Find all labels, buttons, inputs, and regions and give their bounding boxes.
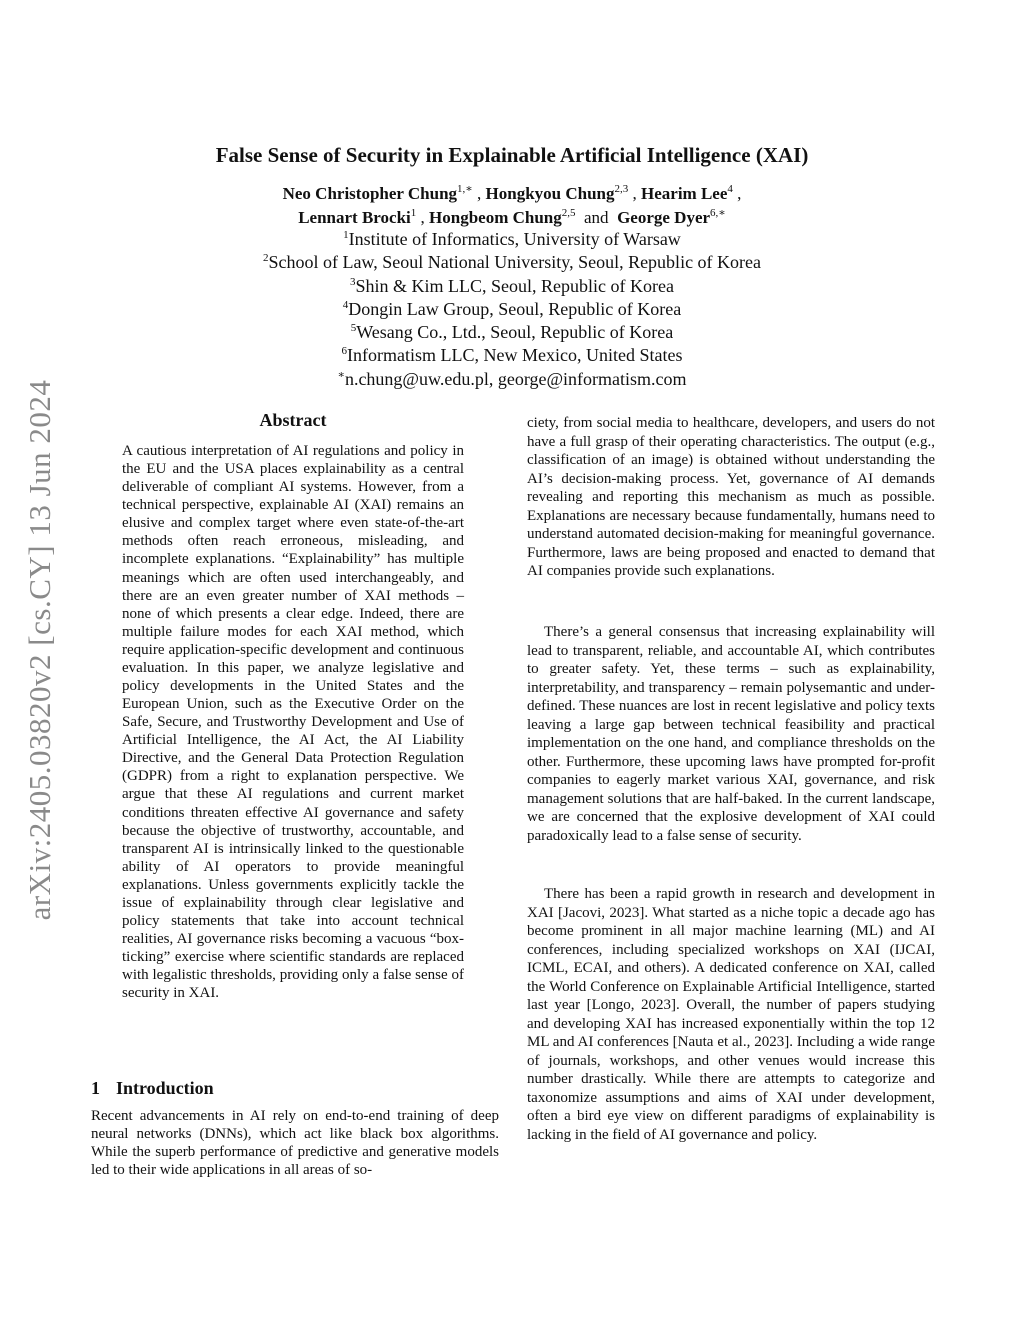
affiliation-line [0, 298, 1024, 321]
author-separator: , [632, 184, 637, 203]
affiliation-line [0, 275, 1024, 298]
affiliation-line [0, 321, 1024, 344]
introduction-paragraph-continued: ciety, from social media to healthcare, developers, and users do not have a full grasp of their operating characteristics. The output (e.g., classification of an image) is obtained without understanding the AI’s decision-making process. Yet, governance of AI demands revealing and reporting this mechanism as much as possible. Explanations are necessary because fundamentally, humans need to understand automated decision-making for meaningful governance. Furthermore, laws are being proposed and enacted to demand that AI companies provide such explanations. [527, 415, 935, 579]
affiliation-mark: 6 [341, 345, 348, 358]
affiliation-line [0, 344, 1024, 367]
author-name: Hongbeom Chung [429, 208, 562, 227]
author-name: Hongkyou Chung [485, 184, 615, 203]
affiliation-mark: 5 [350, 322, 357, 335]
affiliation-line [0, 251, 1024, 274]
author-name: Neo Christopher Chung [282, 184, 458, 203]
author-affiliation-mark: 2,3 [614, 183, 629, 195]
affiliation-line [0, 228, 1024, 251]
affiliation-list [0, 228, 1024, 391]
arxiv-identifier-text: arXiv:2405.03820v2 [cs.CY] 13 Jun 2024 [22, 379, 57, 921]
author-name: Hearim Lee [641, 184, 728, 203]
introduction-paragraph-growth: There has been a rapid growth in research and development in XAI [Jacovi, 2023]. What started as a niche topic a decade ago has become prominent in all major machine learning (ML) and AI conferences, including specialized workshops on XAI (IJCAI, ICML, ECAI, and others). A dedicated conference on XAI, called the World Conference on Explainable Artificial Intelligence, started last year [Longo, 2023]. Overall, the number of papers studying and developing XAI has increased exponentially within the top 12 ML and AI conferences [Nauta et al., 2023]. Including a wide range of journals, workshops, and other venues would increase this number drastically. While there are attempts to categorize and taxonomize assumptions and aims of XAI under development, often a bird eye view on different paradigms of explainability is lacking in the field of AI governance and policy. [527, 886, 935, 1143]
affiliation-text: School of Law, Seoul National University, Seoul, Republic of Korea [268, 252, 762, 273]
affiliation-text: Dongin Law Group, Seoul, Republic of Korea [348, 298, 682, 319]
affiliation-text: Institute of Informatics, University of Warsaw [348, 229, 681, 249]
affiliation-text: Wesang Co., Ltd., Seoul, Republic of Korea [356, 322, 674, 343]
author-name: George Dyer [617, 208, 711, 227]
section-title: Introduction [116, 1078, 214, 1098]
introduction-paragraph-consensus: There’s a general consensus that increasing explainability will lead to transparent, reliable, and accountable AI, which contributes to greater safety. Yet, these terms – such as explainability, interpretability, and transparency – remain polysemantic and under-defined. These nuances are lost in recent legislative and policy texts leaving a large gap between technical feasibility and practical implementation on the one hand, and compliance thresholds on the other. Furthermore, these upcoming laws have prompted for-profit companies to eagerly market various XAI, governance, and risk management solutions that are half-baked. In the current landscape, we are concerned that the explosive development of XAI could paradoxically lead to a false sense of security. [527, 624, 935, 844]
abstract-body: A cautious interpretation of AI regulations and policy in the EU and the USA places explainability as a central deliverable of compliant AI systems. However, from a technical perspective, explainable AI (XAI) remains an elusive and complex target where even state-of-the-art methods often reach erroneous, misleading, and incomplete explanations. “Explainability” has multiple meanings which are often used interchangeably, and there are an even greater number of XAI methods – none of which presents a clear edge. Indeed, there are multiple failure modes for each XAI method, which require application-specific development and continuous evaluation. In this paper, we analyze legislative and policy developments in the United States and the European Union, such as the Executive Order on the Safe, Secure, and Trustworthy Development and Use of Artificial Intelligence, the AI Act, the AI Liability Directive, and the General Data Protection Regulation (GDPR) from a right to explanation perspective. We argue that these AI regulations and current market conditions threaten effective AI governance and safety because the objective of trustworthy, accountable, and transparent AI is intrinsically linked to the questionable ability of AI operators to provide meaningful explanations. Unless governments explicitly tackle the issue of explainability through clear legislative and policy statements that take into account technical realities, AI governance risks becoming a vacuous “box-ticking” exercise where scientific standards are replaced with legalistic thresholds, providing only a false sense of security in XAI. [122, 443, 464, 1002]
author-affiliation-mark: 1 [410, 207, 417, 219]
section-heading-introduction [91, 1078, 214, 1099]
affiliation-text: Informatism LLC, New Mexico, United States [347, 345, 683, 366]
affiliation-mark: 3 [350, 275, 356, 288]
author-conjunction: and [584, 208, 609, 227]
author-list [0, 182, 1024, 230]
author-affiliation-mark: 4 [727, 183, 733, 195]
affiliation-mark: 1 [343, 229, 349, 241]
contact-emails: n.chung@uw.edu.pl, george@informatism.com [344, 368, 687, 389]
author-affiliation-mark: 2,5 [561, 207, 576, 219]
author-separator: , [477, 184, 482, 203]
affiliation-mark: 4 [342, 298, 349, 311]
contact-mark: ∗ [337, 368, 345, 381]
abstract-heading: Abstract [259, 410, 327, 430]
author-affiliation-mark: 6,∗ [710, 207, 726, 219]
contact-email-line [0, 368, 1024, 391]
author-line-1 [0, 182, 1024, 206]
author-line-2 [0, 206, 1024, 230]
section-number: 1 [91, 1078, 100, 1098]
author-separator: , [420, 208, 425, 227]
author-affiliation-mark: 1,∗ [457, 183, 473, 195]
introduction-paragraph-left: Recent advancements in AI rely on end-to-end training of deep neural networks (DNNs), which act like black box algorithms. While the superb performance of predictive and generative models led to their wide applications in all areas of so- [91, 1108, 499, 1179]
paper-title: False Sense of Security in Explainable Artificial Intelligence (XAI) [215, 143, 809, 167]
affiliation-mark: 2 [262, 252, 269, 265]
affiliation-text: Shin & Kim LLC, Seoul, Republic of Korea [355, 275, 674, 296]
author-name: Lennart Brocki [298, 208, 411, 227]
author-separator: , [737, 184, 742, 203]
